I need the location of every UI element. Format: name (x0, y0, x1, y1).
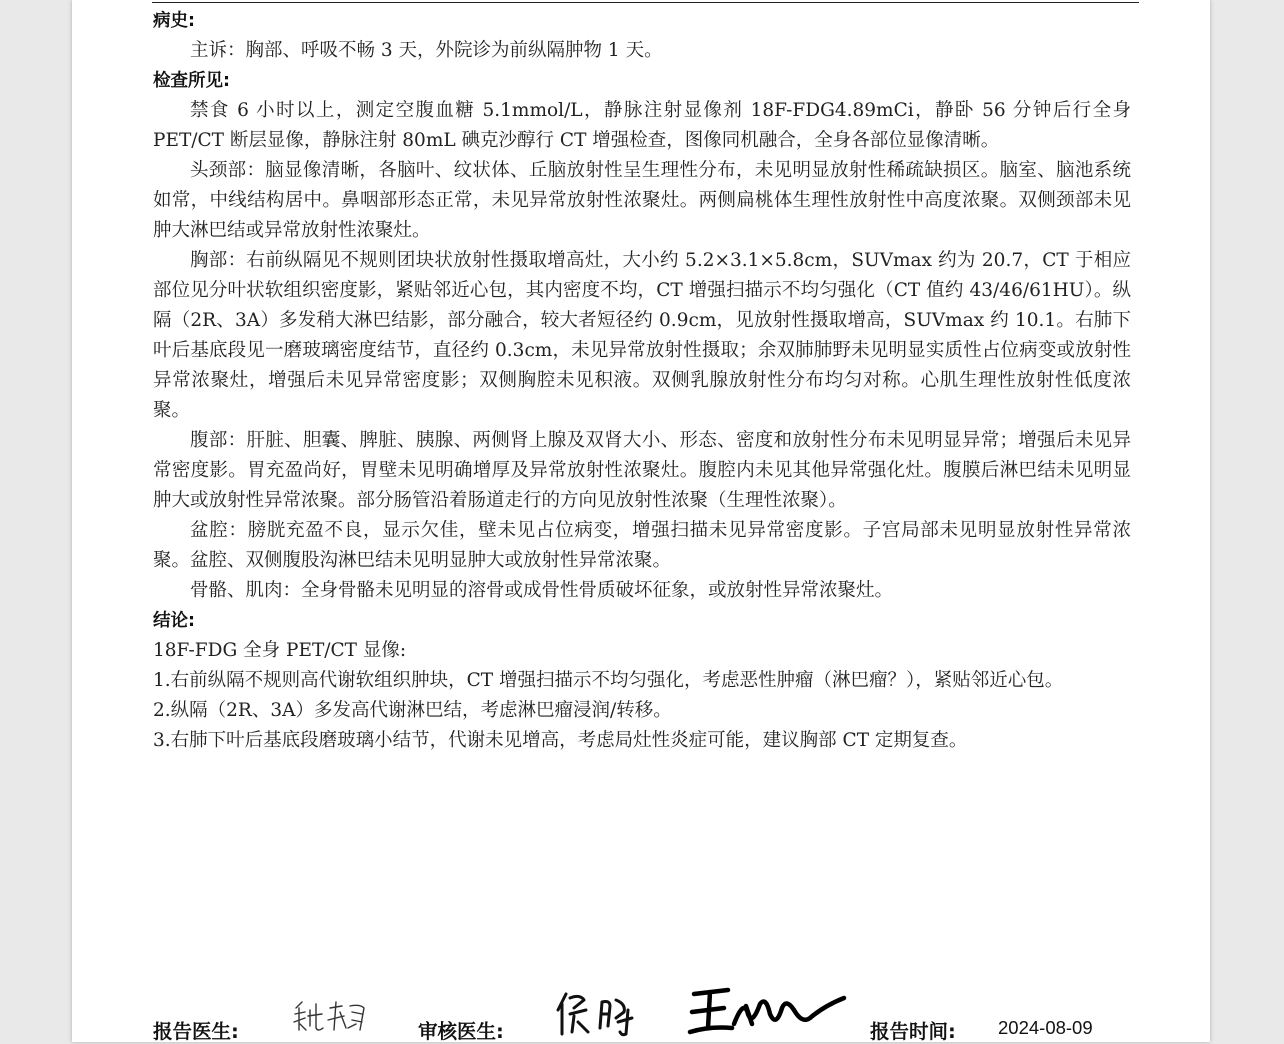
report-doctor-signature (290, 994, 374, 1038)
findings-paragraph-general: 禁食 6 小时以上，测定空腹血糖 5.1mmol/L，静脉注射显像剂 18F-FDG4.89mCi，静卧 56 分钟后行全身 PET/CT 断层显像，静脉注射 80mL 碘克沙醇行 CT 增强检查，图像同机融合，全身各部位显像清晰。 (153, 100, 1131, 151)
findings-paragraph-chest: 胸部：右前纵隔见不规则团块状放射性摄取增高灶，大小约 5.2×3.1×5.8cm，SUVmax 约为 20.7，CT 于相应部位见分叶状软组织密度影，紧贴邻近心包，其内密度不均，CT 增强扫描示不均匀强化（CT 值约 43/46/61HU）。纵隔（2R、3A）多发稍大淋巴结影，部分融合，较大者短径约 0.9cm，见放射性摄取增高，SUVmax 约 10.1。右肺下叶后基底段见一磨玻璃密度结节，直径约 0.3cm，未见异常放射性摄取；余双肺肺野未见明显实质性占位病变或放射性异常浓聚灶，增强后未见异常密度影；双侧胸腔未见积液。双侧乳腺放射性分布均匀对称。心肌生理性放射性低度浓聚。 (153, 250, 1131, 421)
review-doctor-signature-2 (686, 984, 850, 1042)
findings-paragraph-abdomen: 腹部：肝脏、胆囊、脾脏、胰腺、两侧肾上腺及双肾大小、形态、密度和放射性分布未见明显异常；增强后未见异常密度影。胃充盈尚好，胃壁未见明确增厚及异常放射性浓聚灶。腹腔内未见其他异常强化灶。腹膜后淋巴结未见明显肿大或放射性异常浓聚。部分肠管沿着肠道走行的方向见放射性浓聚（生理性浓聚）。 (153, 430, 1131, 511)
review-doctor-signature-1 (552, 988, 642, 1040)
findings-heading: 检查所见: (153, 71, 230, 91)
conclusion-item: 3.右肺下叶后基底段磨玻璃小结节，代谢未见增高，考虑局灶性炎症可能，建议胸部 CT 定期复查。 (153, 730, 968, 751)
report-time-value: 2024-08-09 (998, 1017, 1093, 1038)
conclusion-intro: 18F-FDG 全身 PET/CT 显像: (153, 640, 407, 661)
report-time-label: 报告时间: (870, 1020, 956, 1043)
findings-paragraph-head-neck: 头颈部：脑显像清晰，各脑叶、纹状体、丘脑放射性呈生理性分布，未见明显放射性稀疏缺损区。脑室、脑池系统如常，中线结构居中。鼻咽部形态正常，未见异常放射性浓聚灶。两侧扁桃体生理性放射性中高度浓聚。双侧颈部未见肿大淋巴结或异常放射性浓聚灶。 (153, 160, 1131, 241)
findings-paragraph-pelvis: 盆腔：膀胱充盈不良，显示欠佳，壁未见占位病变，增强扫描未见异常密度影。子宫局部未见明显放射性异常浓聚。盆腔、双侧腹股沟淋巴结未见明显肿大或放射性异常浓聚。 (153, 520, 1131, 571)
findings-paragraph-bone: 骨骼、肌肉：全身骨骼未见明显的溶骨或成骨性骨质破坏征象，或放射性异常浓聚灶。 (190, 580, 894, 601)
conclusion-item: 1.右前纵隔不规则高代谢软组织肿块，CT 增强扫描示不均匀强化，考虑恶性肿瘤（淋巴瘤？），紧贴邻近心包。 (153, 670, 1064, 691)
top-rule (152, 2, 1139, 3)
history-heading: 病史: (153, 11, 195, 31)
report-page (72, 0, 1210, 1042)
report-body (153, 6, 1131, 756)
report-doctor-label: 报告医生: (153, 1020, 239, 1043)
conclusion-heading: 结论: (153, 611, 195, 631)
review-doctor-label: 审核医生: (418, 1020, 504, 1043)
conclusion-item: 2.纵隔（2R、3A）多发高代谢淋巴结，考虑淋巴瘤浸润/转移。 (153, 700, 672, 721)
chief-complaint: 主诉：胸部、呼吸不畅 3 天，外院诊为前纵隔肿物 1 天。 (190, 40, 663, 61)
